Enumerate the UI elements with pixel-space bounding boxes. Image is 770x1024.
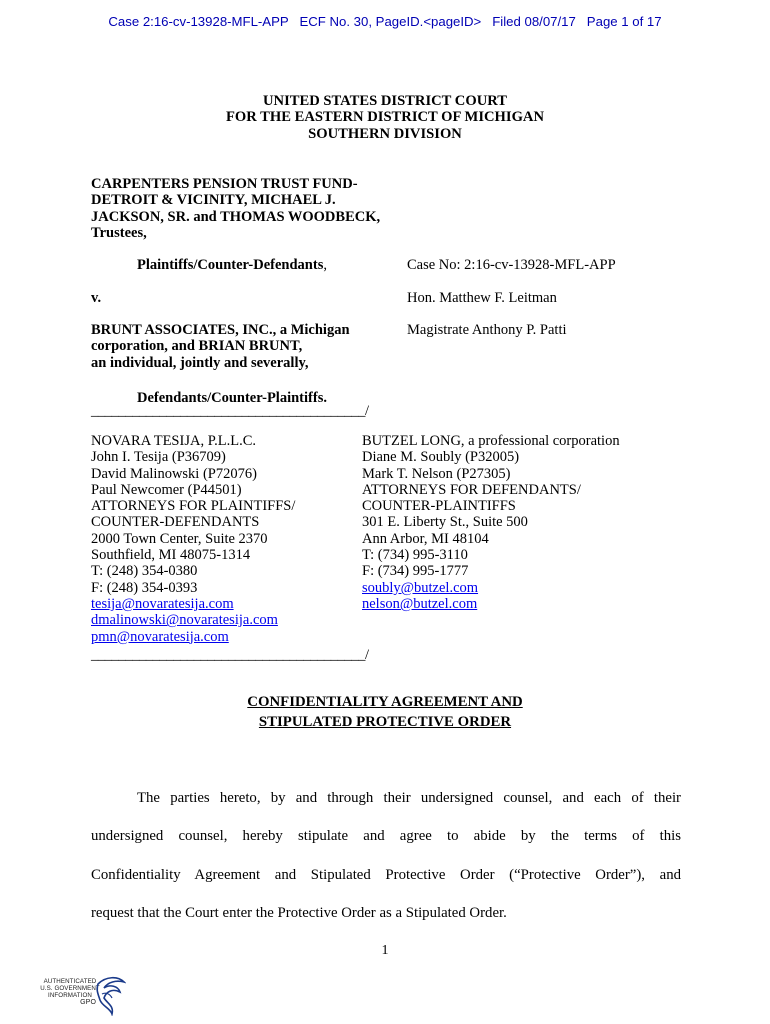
body-line: request that the Court enter the Protective Order as a Stipulated Order.	[91, 905, 507, 921]
defendant-counsel-role: ATTORNEYS FOR DEFENDANTS/	[362, 481, 581, 498]
defendant-address: Ann Arbor, MI 48104	[362, 530, 489, 547]
counsel-rule: ________________________________________/	[91, 647, 369, 663]
case-number: Case No: 2:16-cv-13928-MFL-APP	[407, 257, 616, 273]
court-division: SOUTHERN DIVISION	[308, 125, 462, 142]
gpo-seal-text	[40, 978, 100, 1006]
plaintiff-fax: F: (248) 354-0393	[91, 579, 198, 596]
defendant-counsel-role: COUNTER-PLAINTIFFS	[362, 498, 516, 515]
gpo-authentication-seal	[40, 972, 130, 1020]
plaintiff-address: Southfield, MI 48075-1314	[91, 547, 251, 564]
plaintiff-email-link[interactable]: pmn@novaratesija.com	[91, 628, 229, 645]
plaintiff-counsel-role: COUNTER-DEFENDANTS	[91, 514, 260, 531]
body-paragraph	[91, 0, 681, 1024]
gpo-seal-line: INFORMATION	[48, 992, 92, 999]
plaintiff-attorney: John I. Tesija (P36709)	[91, 449, 226, 466]
defendant-attorney: Mark T. Nelson (P27305)	[362, 465, 511, 482]
plaintiff-attorney: Paul Newcomer (P44501)	[91, 481, 242, 498]
gpo-seal-line: GPO	[80, 999, 96, 1006]
plaintiff-email-link[interactable]: tesija@novaratesija.com	[91, 595, 234, 612]
plaintiffs-line: DETROIT & VICINITY, MICHAEL J.	[91, 192, 336, 209]
court-district: FOR THE EASTERN DISTRICT OF MICHIGAN	[225, 109, 544, 126]
defendant-email-link[interactable]: soubly@butzel.com	[362, 579, 479, 596]
court-name: UNITED STATES DISTRICT COURT	[262, 93, 507, 109]
plaintiff-phone: T: (248) 354-0380	[91, 563, 198, 580]
defendant-address: 301 E. Liberty St., Suite 500	[362, 514, 528, 531]
plaintiff-attorney: David Malinowski (P72076)	[91, 465, 257, 482]
plaintiffs-role-suffix: ,	[323, 257, 327, 273]
plaintiff-firm: NOVARA TESIJA, P.L.L.C.	[91, 433, 257, 449]
defendant-email-link[interactable]: nelson@butzel.com	[362, 595, 478, 612]
body-line: undersigned counsel, hereby stipulate and agree to abide by the terms of this	[91, 828, 681, 844]
ecf-header-stamp: Case 2:16-cv-13928-MFL-APP ECF No. 30, PageID.<pageID> Filed 08/07/17 Page 1 of 17	[108, 14, 662, 29]
plaintiffs-line: JACKSON, SR. and THOMAS WOODBECK,	[91, 208, 381, 225]
defendant-firm: BUTZEL LONG, a professional corporation	[362, 433, 620, 449]
plaintiffs-line: Trustees,	[91, 224, 147, 241]
document-title-line: CONFIDENTIALITY AGREEMENT AND	[247, 694, 523, 710]
defendants-line: corporation, and BRIAN BRUNT,	[91, 338, 303, 355]
defendants-role: Defendants/Counter-Plaintiffs.	[137, 390, 327, 406]
defendants-line: an individual, jointly and severally,	[91, 354, 309, 371]
plaintiff-counsel-role: ATTORNEYS FOR PLAINTIFFS/	[91, 498, 296, 515]
gpo-seal-line: AUTHENTICATED	[43, 978, 97, 985]
plaintiffs-role-label: Plaintiffs/Counter-Defendants	[137, 257, 324, 273]
defendant-fax: F: (734) 995-1777	[362, 563, 469, 580]
versus: v.	[91, 290, 102, 306]
defendants-line: BRUNT ASSOCIATES, INC., a Michigan	[91, 322, 350, 338]
page-number: 1	[381, 943, 389, 958]
defendant-phone: T: (734) 995-3110	[362, 547, 468, 564]
body-line: Confidentiality Agreement and Stipulated Protective Order (“Protective Order”), and	[91, 867, 681, 883]
gpo-seal-line: U.S. GOVERNMENT	[40, 985, 100, 992]
document-title-line: STIPULATED PROTECTIVE ORDER	[258, 713, 512, 730]
plaintiff-address: 2000 Town Center, Suite 2370	[91, 530, 268, 547]
defendant-attorney: Diane M. Soubly (P32005)	[362, 449, 520, 466]
magistrate-name: Magistrate Anthony P. Patti	[407, 322, 567, 338]
plaintiffs-line: CARPENTERS PENSION TRUST FUND-	[91, 176, 358, 192]
body-line: The parties hereto, by and through their undersigned counsel, and each of their	[137, 790, 681, 806]
caption-rule: ________________________________________/	[91, 403, 369, 419]
judge-name: Hon. Matthew F. Leitman	[407, 290, 557, 306]
plaintiff-email-link[interactable]: dmalinowski@novaratesija.com	[91, 612, 278, 629]
eagle-icon	[92, 974, 126, 1016]
